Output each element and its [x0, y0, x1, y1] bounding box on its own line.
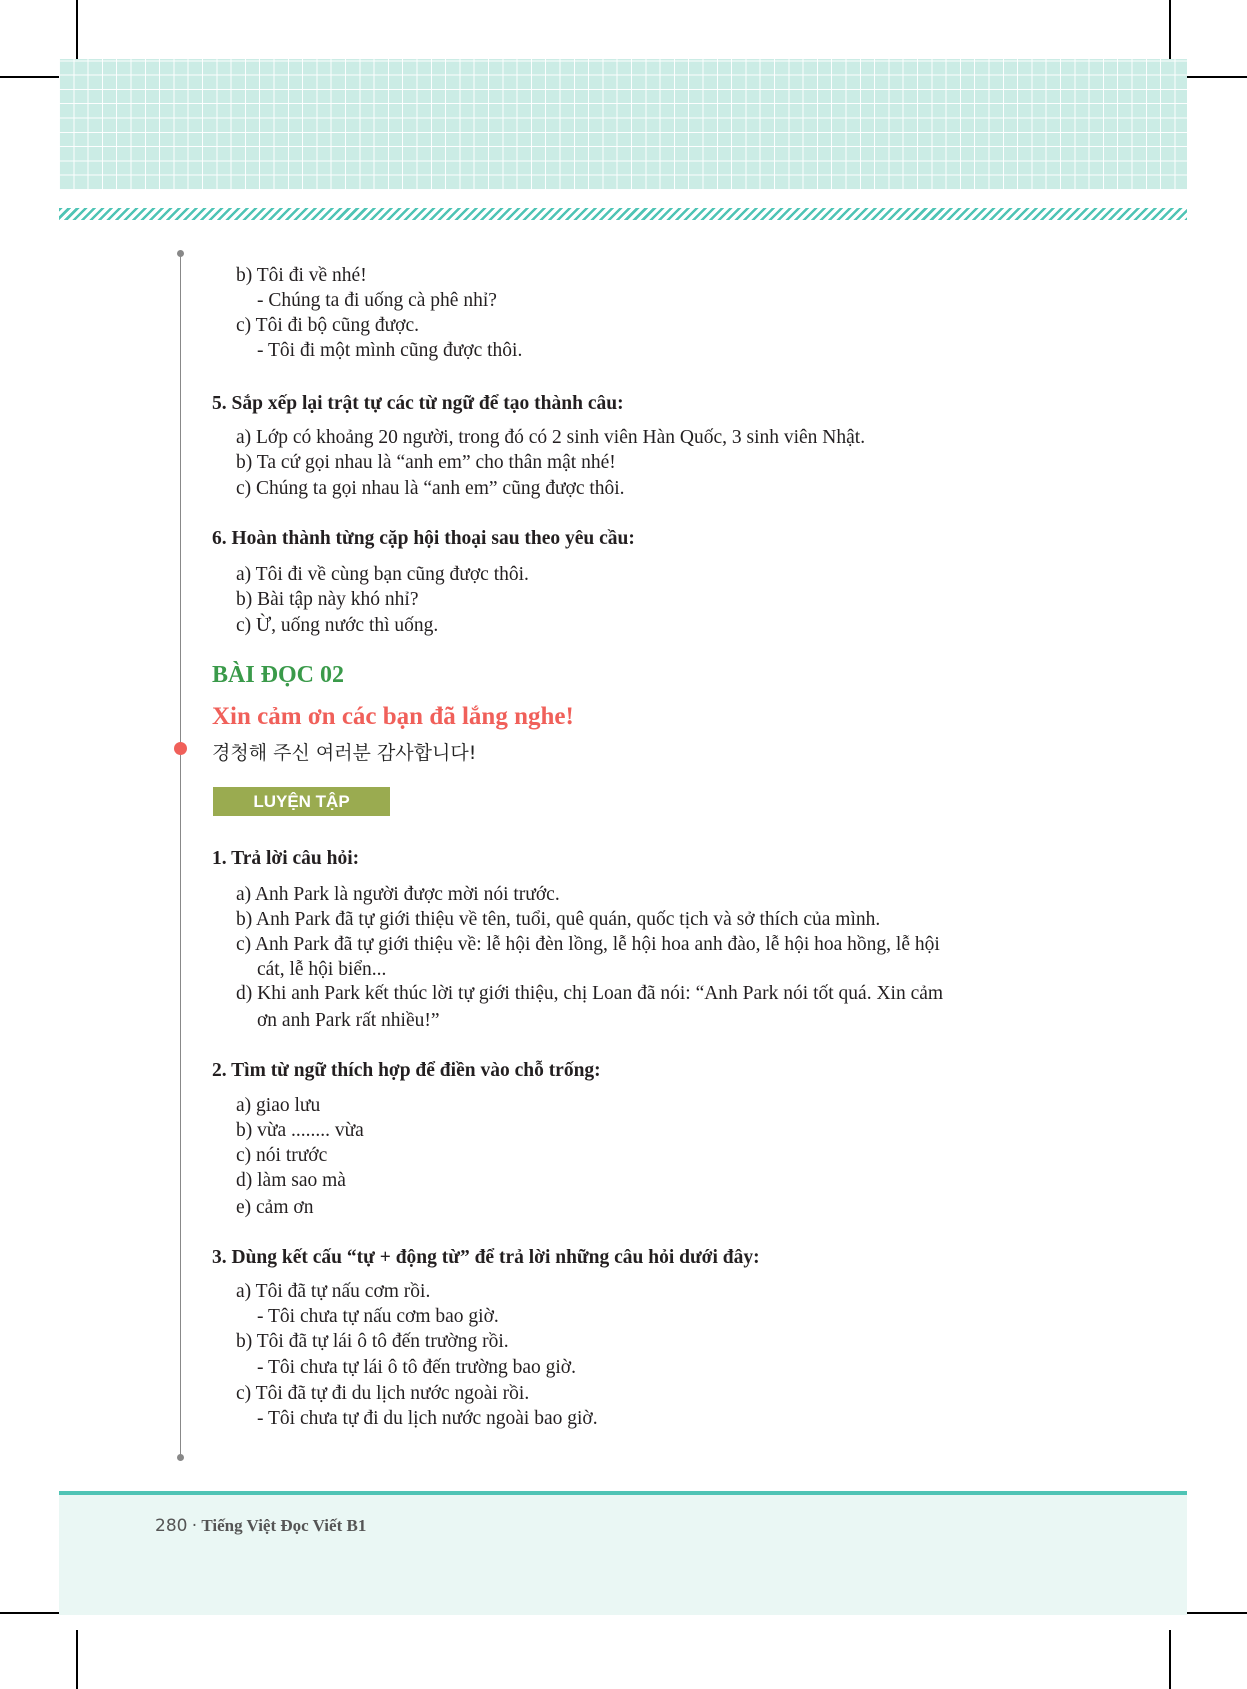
crop-mark — [1169, 0, 1171, 59]
list-item: b) Tôi đi về nhé! — [236, 265, 367, 286]
page-footer — [59, 1491, 1187, 1615]
list-item-answer: - Tôi chưa tự đi du lịch nước ngoài bao giờ. — [257, 1408, 598, 1429]
list-item-continuation: cát, lễ hội biển... — [257, 959, 387, 980]
exercise-heading: 6. Hoàn thành từng cặp hội thoại sau theo yêu cầu: — [212, 528, 635, 549]
page-number: 280 — [155, 1516, 188, 1536]
header-grid-banner — [59, 59, 1187, 190]
exercise-heading: 3. Dùng kết cấu “tự + động từ” để trả lời những câu hỏi dưới đây: — [212, 1247, 760, 1268]
reading-label: BÀI ĐỌC 02 — [212, 662, 345, 688]
reading-korean-title: 경청해 주신 여러분 감사합니다! — [212, 742, 477, 764]
footer-separator: · — [191, 1516, 198, 1536]
list-item: d) Khi anh Park kết thúc lời tự giới thiệu, chị Loan đã nói: “Anh Park nói tốt quá. Xin cảm — [236, 983, 944, 1004]
list-item: c) Ừ, uống nước thì uống. — [236, 615, 439, 636]
list-item-answer: - Tôi chưa tự lái ô tô đến trường bao giờ. — [257, 1357, 576, 1378]
list-item-answer: - Tôi đi một mình cũng được thôi. — [257, 340, 523, 361]
practice-badge: LUYỆN TẬP — [213, 787, 390, 816]
list-item: a) Tôi đã tự nấu cơm rồi. — [236, 1281, 431, 1302]
list-item: a) Lớp có khoảng 20 người, trong đó có 2 sinh viên Hàn Quốc, 3 sinh viên Nhật. — [236, 427, 866, 448]
list-item: b) Bài tập này khó nhỉ? — [236, 589, 419, 610]
list-item-continuation: ơn anh Park rất nhiều!” — [257, 1010, 440, 1031]
list-item: b) vừa ........ vừa — [236, 1120, 364, 1141]
crop-mark — [1187, 1612, 1247, 1614]
margin-rule-dot-top — [177, 250, 184, 257]
crop-mark — [76, 0, 78, 59]
header-hatch-stripe — [59, 208, 1187, 220]
list-item: a) giao lưu — [236, 1095, 321, 1116]
margin-rule — [180, 253, 181, 1457]
list-item: c) Anh Park đã tự giới thiệu về: lễ hội đèn lồng, lễ hội hoa anh đào, lễ hội hoa hồng, lễ hội — [236, 934, 940, 955]
crop-mark — [0, 1612, 59, 1614]
list-item: c) Tôi đã tự đi du lịch nước ngoài rồi. — [236, 1383, 530, 1404]
crop-mark — [1169, 1630, 1171, 1689]
exercise-heading: 1. Trả lời câu hỏi: — [212, 848, 360, 869]
list-item: b) Tôi đã tự lái ô tô đến trường rồi. — [236, 1331, 509, 1352]
crop-mark — [1187, 76, 1247, 78]
list-item: c) Tôi đi bộ cũng được. — [236, 315, 419, 336]
crop-mark — [76, 1630, 78, 1689]
margin-rule-dot-bottom — [177, 1454, 184, 1461]
exercise-heading: 2. Tìm từ ngữ thích hợp để điền vào chỗ trống: — [212, 1060, 601, 1081]
list-item: c) nói trước — [236, 1145, 328, 1166]
list-item-answer: - Tôi chưa tự nấu cơm bao giờ. — [257, 1306, 499, 1327]
crop-mark — [0, 76, 59, 78]
reading-title: Xin cảm ơn các bạn đã lắng nghe! — [212, 703, 574, 730]
exercise-heading: 5. Sắp xếp lại trật tự các từ ngữ để tạo thành câu: — [212, 393, 624, 414]
list-item: b) Anh Park đã tự giới thiệu về tên, tuổi, quê quán, quốc tịch và sở thích của mình. — [236, 909, 881, 930]
list-item: a) Anh Park là người được mời nói trước. — [236, 884, 560, 905]
section-marker-dot — [174, 742, 187, 755]
list-item: e) cảm ơn — [236, 1197, 314, 1218]
list-item: d) làm sao mà — [236, 1170, 346, 1191]
book-title: Tiếng Việt Đọc Viết B1 — [201, 1516, 367, 1535]
list-item: c) Chúng ta gọi nhau là “anh em” cũng được thôi. — [236, 478, 625, 499]
page-footer-label — [155, 1516, 366, 1536]
list-item: a) Tôi đi về cùng bạn cũng được thôi. — [236, 564, 529, 585]
list-item-answer: - Chúng ta đi uống cà phê nhỉ? — [257, 290, 497, 311]
list-item: b) Ta cứ gọi nhau là “anh em” cho thân mật nhé! — [236, 452, 616, 473]
